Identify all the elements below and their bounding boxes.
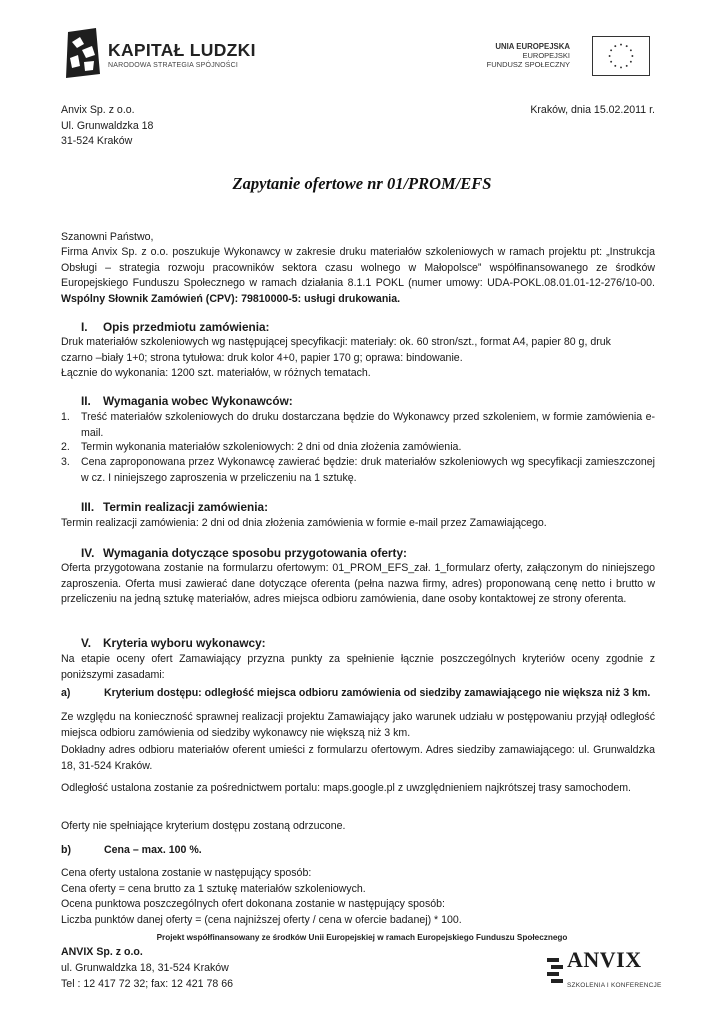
section-1-title: Opis przedmiotu zamówienia: [103,320,270,334]
kapital-ludzki-icon [62,28,102,80]
list-item-number: 1. [61,411,70,423]
kapital-ludzki-title: KAPITAŁ LUDZKI [108,40,256,60]
eu-logo-text [487,42,570,69]
section-3-number: III. [81,500,95,514]
section-4-title: Wymagania dotyczące sposobu przygotowania oferty: [103,546,407,560]
document-title: Zapytanie ofertowe nr 01/PROM/EFS [232,174,492,193]
criterion-b [61,843,655,859]
intro-paragraph [61,245,655,307]
eu-line3: FUNDUSZ SPOŁECZNY [486,60,570,69]
section-5-heading [81,636,266,652]
criterion-a-paragraph: Ze względu na konieczność sprawnej realizacji projektu Zamawiający jako warunek udziału w postępowaniu przyjął odległość miejsca odbioru zamówienia od siedziby wykonawcy nie większą niż 3 km. [61,711,655,739]
section-2-number: II. [81,394,91,408]
list-item-number: 3. [61,456,70,468]
section-4-body: Oferta przygotowana zostanie na formularzu ofertowym: 01_PROM_EFS_zał. 1_formularz oferty, załączonym do niniejszego zaproszenia. Oferta musi zawierać dane dotyczące oferenta (pełna nazwa firmy, adres) proponowaną cenę netto i brutto w przeliczeniu na jedną sztukę materiałów, adres miejsca odbioru zamówienia, dane osoby kontaktowej ze strony oferenta. [61,562,655,606]
section-1-number: I. [81,320,88,334]
section-4-number: IV. [81,546,95,560]
criterion-a-paragraph: Dokładny adres odbioru materiałów oferent umieści z formularzu ofertowym. Adres siedziby zamawiającego: ul. Grunwaldzka 18, 31-524 Kraków. [61,744,655,772]
list-item-text: Treść materiałów szkoleniowych do druku dostarczana będzie do Wykonawcy przed szkoleniem, w formie zamówienia e-mail. [81,411,655,439]
letter-date: Kraków, dnia 15.02.2011 r. [530,104,655,116]
section-3-heading [81,500,268,516]
list-item [61,410,655,441]
kapital-ludzki-logo [62,28,262,84]
criterion-a [61,686,655,702]
section-2-title: Wymagania wobec Wykonawców: [103,394,293,408]
criterion-a-label: a) [61,687,71,699]
criterion-b-text: Cena – max. 100 %. [104,844,202,856]
list-item-text: Termin wykonania materiałów szkoleniowych: 2 dni od dnia złożenia zamówienia. [81,441,462,453]
section-5-number: V. [81,636,92,650]
footer-funding-note: Projekt współfinansowany ze środków Unii Europejskiej w ramach Europejskiego Funduszu Społecznego [156,933,568,942]
criterion-a-text: Kryterium dostępu: odległość miejsca odbioru zamówienia od siedziby zamawiającego nie większa niż 3 km. [104,687,651,699]
footer-company: ANVIX Sp. z o.o. [61,946,143,958]
anvix-logo-word: ANVIX [567,947,642,972]
eu-logo [486,36,650,78]
criterion-a-paragraph: Odległość ustalona zostanie za pośrednictwem portalu: maps.google.pl z uwzględnieniem najkrótszej trasy samochodem. [61,782,632,794]
section-2-heading [81,394,293,410]
section-3-body: Termin realizacji zamówienia: 2 dni od dnia złożenia zamówienia w formie e-mail przez Zamawiającego. [61,517,547,529]
price-rule-line: Ocena punktowa poszczególnych ofert dokonana zostanie w następujący sposób: [61,898,445,911]
anvix-bars-icon [545,954,565,990]
section-1-heading [81,320,270,336]
section-4-heading [81,546,407,562]
eu-line1: UNIA EUROPEJSKA [495,42,570,51]
eu-flag-icon [592,36,650,76]
price-rules [61,866,655,928]
intro-text: Firma Anvix Sp. z o.o. poszukuje Wykonawcy w zakresie druku materiałów szkoleniowych w ramach projektu pt: „Instrukcja Obsługi – strategia rozwoju pracowników sektora czasu wolnego w Małopolsce” współfinansowanego ze środków Europejskiego Funduszu Społecznego w ramach działania 8.1.1 POKL (numer umowy: UDA-POKL.08.01.01-12-276/10-00. [61,246,655,290]
price-rule-line: Cena oferty ustalona zostanie w następujący sposób: [61,867,312,879]
list-item-number: 2. [61,441,70,453]
sender-name: Anvix Sp. z o.o. [61,104,135,116]
sender-street: Ul. Grunwaldzka 18 [61,119,154,132]
kapital-ludzki-subtitle: NARODOWA STRATEGIA SPÓJNOŚCI [108,62,239,69]
anvix-logo [545,947,662,996]
section-1-body [61,335,655,382]
section-1-line: Druk materiałów szkoleniowych wg następującej specyfikacji: materiały: ok. 60 stron/szt., format A4, papier 80 g, druk [61,336,611,348]
price-rule-line: Cena oferty = cena brutto za 1 sztukę materiałów szkoleniowych. [61,882,366,895]
list-item [61,440,655,456]
list-item [61,455,655,486]
intro-cpv: Wspólny Słownik Zamówień (CPV): 79810000-5: usługi drukowania. [61,292,401,305]
list-item-text: Cena zaproponowana przez Wykonawcę zawierać będzie: druk materiałów szkoleniowych wg specyfikacji zamieszczonej w cz. I niniejszego zaproszenia w przeliczeniu na 1 sztukę. [81,456,655,484]
sender-city: 31-524 Kraków [61,135,133,148]
price-rule-line: Liczba punktów danej oferty = (cena najniższej oferty / cena w ofercie badanej) * 100. [61,913,462,926]
criterion-b-label: b) [61,844,71,856]
footer-address-block [61,944,233,992]
greeting: Szanowni Państwo, [61,231,154,243]
section-1-line: czarno –biały 1+0; strona tytułowa: druk kolor 4+0, papier 170 g; oprawa: bindowanie. [61,351,463,364]
criterion-a-paragraph: Oferty nie spełniające kryterium dostępu zostaną odrzucone. [61,820,346,832]
section-5-title: Kryteria wyboru wykonawcy: [103,636,266,650]
section-1-line: Łącznie do wykonania: 1200 szt. materiałów, w różnych tematach. [61,367,371,380]
footer-address: ul. Grunwaldzka 18, 31-524 Kraków [61,962,229,974]
section-5-intro: Na etapie oceny ofert Zamawiający przyzna punkty za spełnienie łącznie poszczególnych kryteriów oceny zgodnie z poniższymi zasadami: [61,653,655,681]
footer-contact: Tel : 12 417 72 32; fax: 12 421 78 66 [61,978,233,990]
anvix-logo-subtitle: SZKOLENIA I KONFERENCJE [567,982,662,989]
eu-line2: EUROPEJSKI [522,51,570,60]
section-3-title: Termin realizacji zamówienia: [103,500,268,514]
